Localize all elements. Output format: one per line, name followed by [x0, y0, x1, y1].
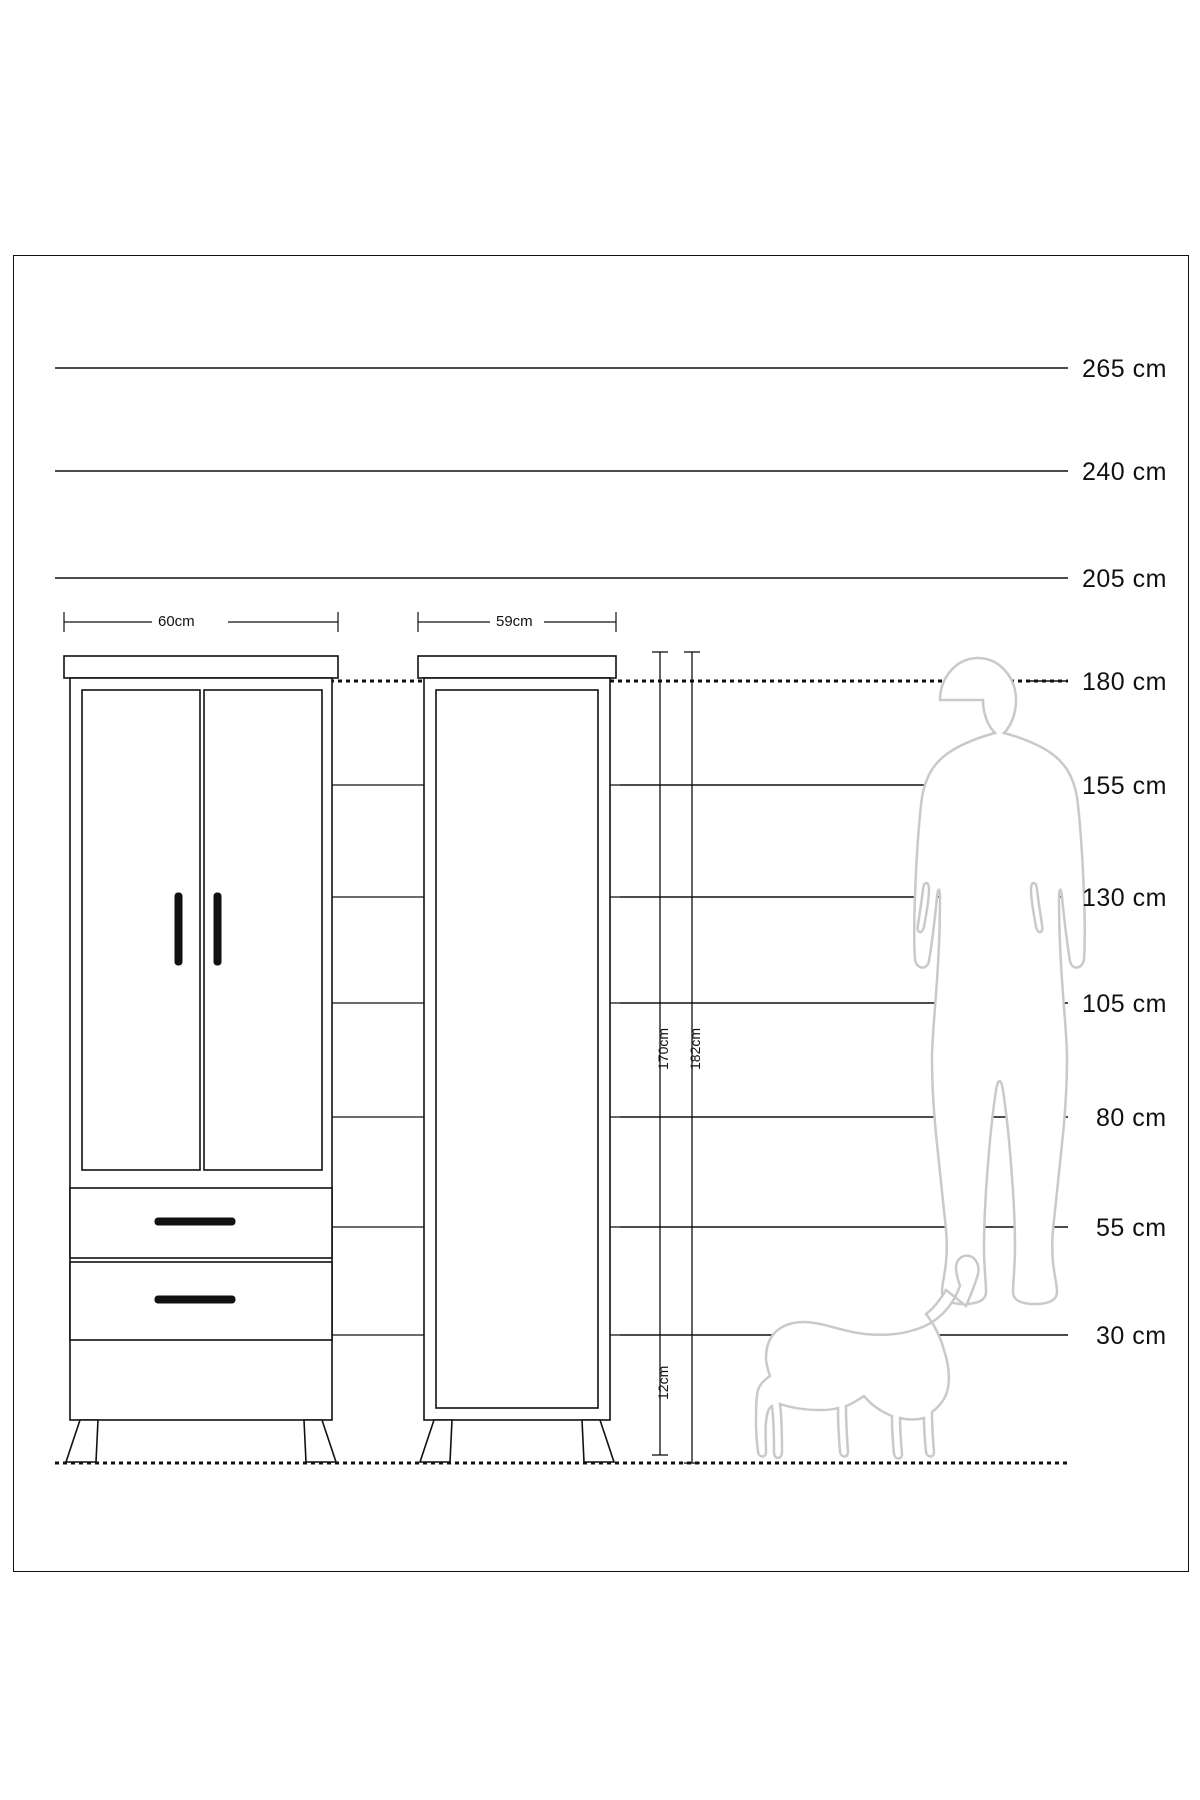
scale-label-30: 30 cm [1096, 1322, 1167, 1350]
width-label-60cm: 60cm [158, 613, 195, 630]
wardrobe-figure [64, 656, 338, 1420]
scale-label-180: 180 cm [1082, 668, 1167, 696]
scale-label-240: 240 cm [1082, 458, 1167, 486]
vertical-label-12cm: 12cm [655, 1365, 671, 1400]
width-label-59cm: 59cm [496, 613, 533, 630]
scale-label-205: 205 cm [1082, 565, 1167, 593]
man-silhouette [914, 658, 1085, 1304]
scale-label-80: 80 cm [1096, 1104, 1167, 1132]
scale-label-55: 55 cm [1096, 1214, 1167, 1242]
vertical-label-170cm: 170cm [655, 1027, 671, 1070]
scale-label-130: 130 cm [1082, 884, 1167, 912]
tall-cabinet-legs [420, 1420, 614, 1462]
scale-label-105: 105 cm [1082, 990, 1167, 1018]
wardrobe-legs [66, 1420, 336, 1462]
tall-cabinet-figure [418, 656, 616, 1420]
width-dimension-60 [64, 612, 338, 632]
scale-label-155: 155 cm [1082, 772, 1167, 800]
scale-label-265: 265 cm [1082, 355, 1167, 383]
vertical-label-182cm: 182cm [687, 1027, 703, 1070]
